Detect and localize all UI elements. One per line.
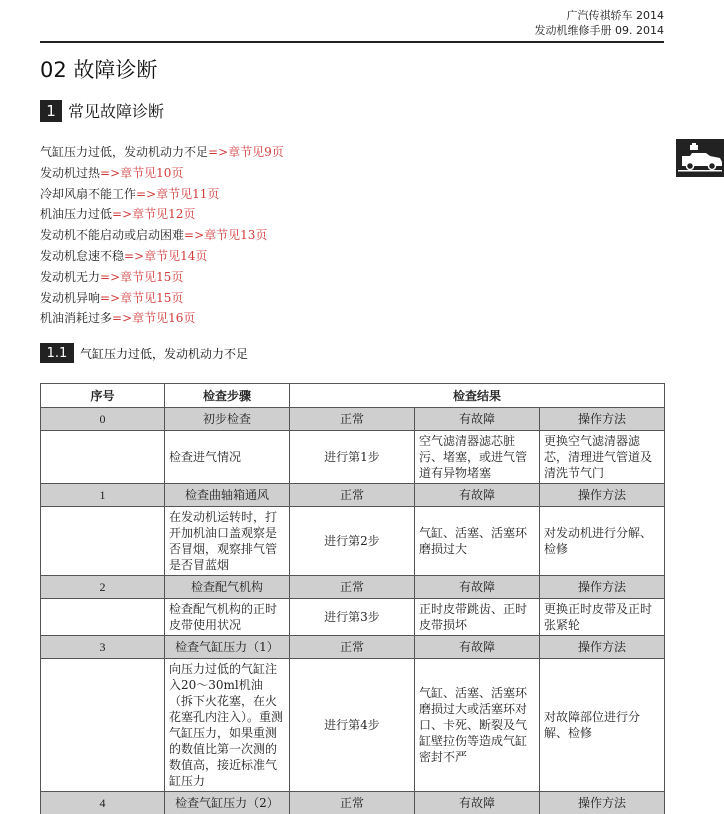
header-line-1: 广汽传祺轿车 2014 — [566, 9, 664, 22]
page-link[interactable]: =>章节见13页 — [184, 228, 268, 243]
step-detail-row: 在发动机运转时，打开加机油口盖观察是否冒烟，观察排气管是否冒蓝烟 进行第2步 气缸、活塞、活塞环磨损过大 对发动机进行分解、检修 — [41, 507, 665, 576]
running-header — [535, 8, 664, 38]
col-header-seq: 序号 — [41, 384, 165, 408]
page-link[interactable]: =>章节见16页 — [112, 311, 196, 326]
page-link[interactable]: =>章节见12页 — [112, 207, 196, 222]
header-line-2: 发动机维修手册 09. 2014 — [534, 24, 664, 37]
subsection-number: 1.1 — [40, 343, 74, 363]
chapter-side-tab[interactable] — [676, 139, 724, 177]
list-item: 发动机异响=>章节见15页 — [40, 290, 184, 305]
subsection-heading — [40, 343, 248, 363]
list-item: 机油压力过低=>章节见12页 — [40, 207, 196, 222]
page-link[interactable]: =>章节见15页 — [100, 290, 184, 305]
step-header-row: 2 检查配气机构 正常 有故障 操作方法 — [41, 576, 665, 599]
step-header-row: 3 检查气缸压力（1） 正常 有故障 操作方法 — [41, 636, 665, 659]
col-header-step: 检查步骤 — [165, 384, 290, 408]
fault-list — [40, 142, 284, 329]
list-item: 气缸压力过低，发动机动力不足=>章节见9页 — [40, 145, 284, 159]
list-item: 冷却风扇不能工作=>章节见11页 — [40, 186, 220, 201]
chapter-title: 02 故障诊断 — [40, 58, 158, 82]
page-link[interactable]: =>章节见11页 — [136, 186, 220, 201]
step-detail-row: 检查配气机构的正时皮带使用状况 进行第3步 正时皮带跳齿、正时皮带损坏 更换正时皮带及正时张紧轮 — [41, 599, 665, 636]
list-item: 机油消耗过多=>章节见16页 — [40, 311, 196, 326]
step-header-row: 4 检查气缸压力（2） 正常 有故障 操作方法 — [41, 792, 665, 814]
step-detail-row: 检查进气情况 进行第1步 空气滤清器滤芯脏污、堵塞，或进气管道有异物堵塞 更换空气滤清器滤芯，清理进气管道及清洗节气门 — [41, 431, 665, 484]
step-detail-row: 向压力过低的气缸注入20～30ml机油（拆下火花塞，在火花塞孔内注入）。重测气缸压力，如果重测的数值比第一次测的数值高，接近标准气缸压力 进行第4步 气缸、活塞、活塞环磨损过大或活塞环对口、卡死、断裂及气缸壁拉伤等造成气缸密封不严 对故障部位进行分解、检修 — [41, 659, 665, 792]
page-link[interactable]: =>章节见10页 — [100, 165, 184, 180]
section-heading — [40, 99, 164, 122]
diagnosis-table — [40, 383, 665, 814]
car-engine-icon — [676, 139, 724, 177]
page-link[interactable]: =>章节见15页 — [100, 269, 184, 284]
header-rule — [40, 41, 664, 43]
subsection-title: 气缸压力过低，发动机动力不足 — [80, 346, 249, 361]
section-title: 常见故障诊断 — [68, 102, 165, 121]
step-header-row: 1 检查曲轴箱通风 正常 有故障 操作方法 — [41, 484, 665, 507]
list-item: 发动机怠速不稳=>章节见14页 — [40, 248, 208, 263]
list-item: 发动机过热=>章节见10页 — [40, 165, 184, 180]
list-item: 发动机无力=>章节见15页 — [40, 269, 184, 284]
table-header-row — [41, 384, 665, 408]
col-header-result: 检查结果 — [290, 384, 665, 408]
step-header-row: 0 初步检查 正常 有故障 操作方法 — [41, 408, 665, 431]
page-link[interactable]: =>章节见14页 — [124, 248, 208, 263]
list-item: 发动机不能启动或启动困难=>章节见13页 — [40, 228, 268, 243]
section-number: 1 — [40, 100, 62, 122]
page-link[interactable]: =>章节见9页 — [208, 145, 284, 159]
